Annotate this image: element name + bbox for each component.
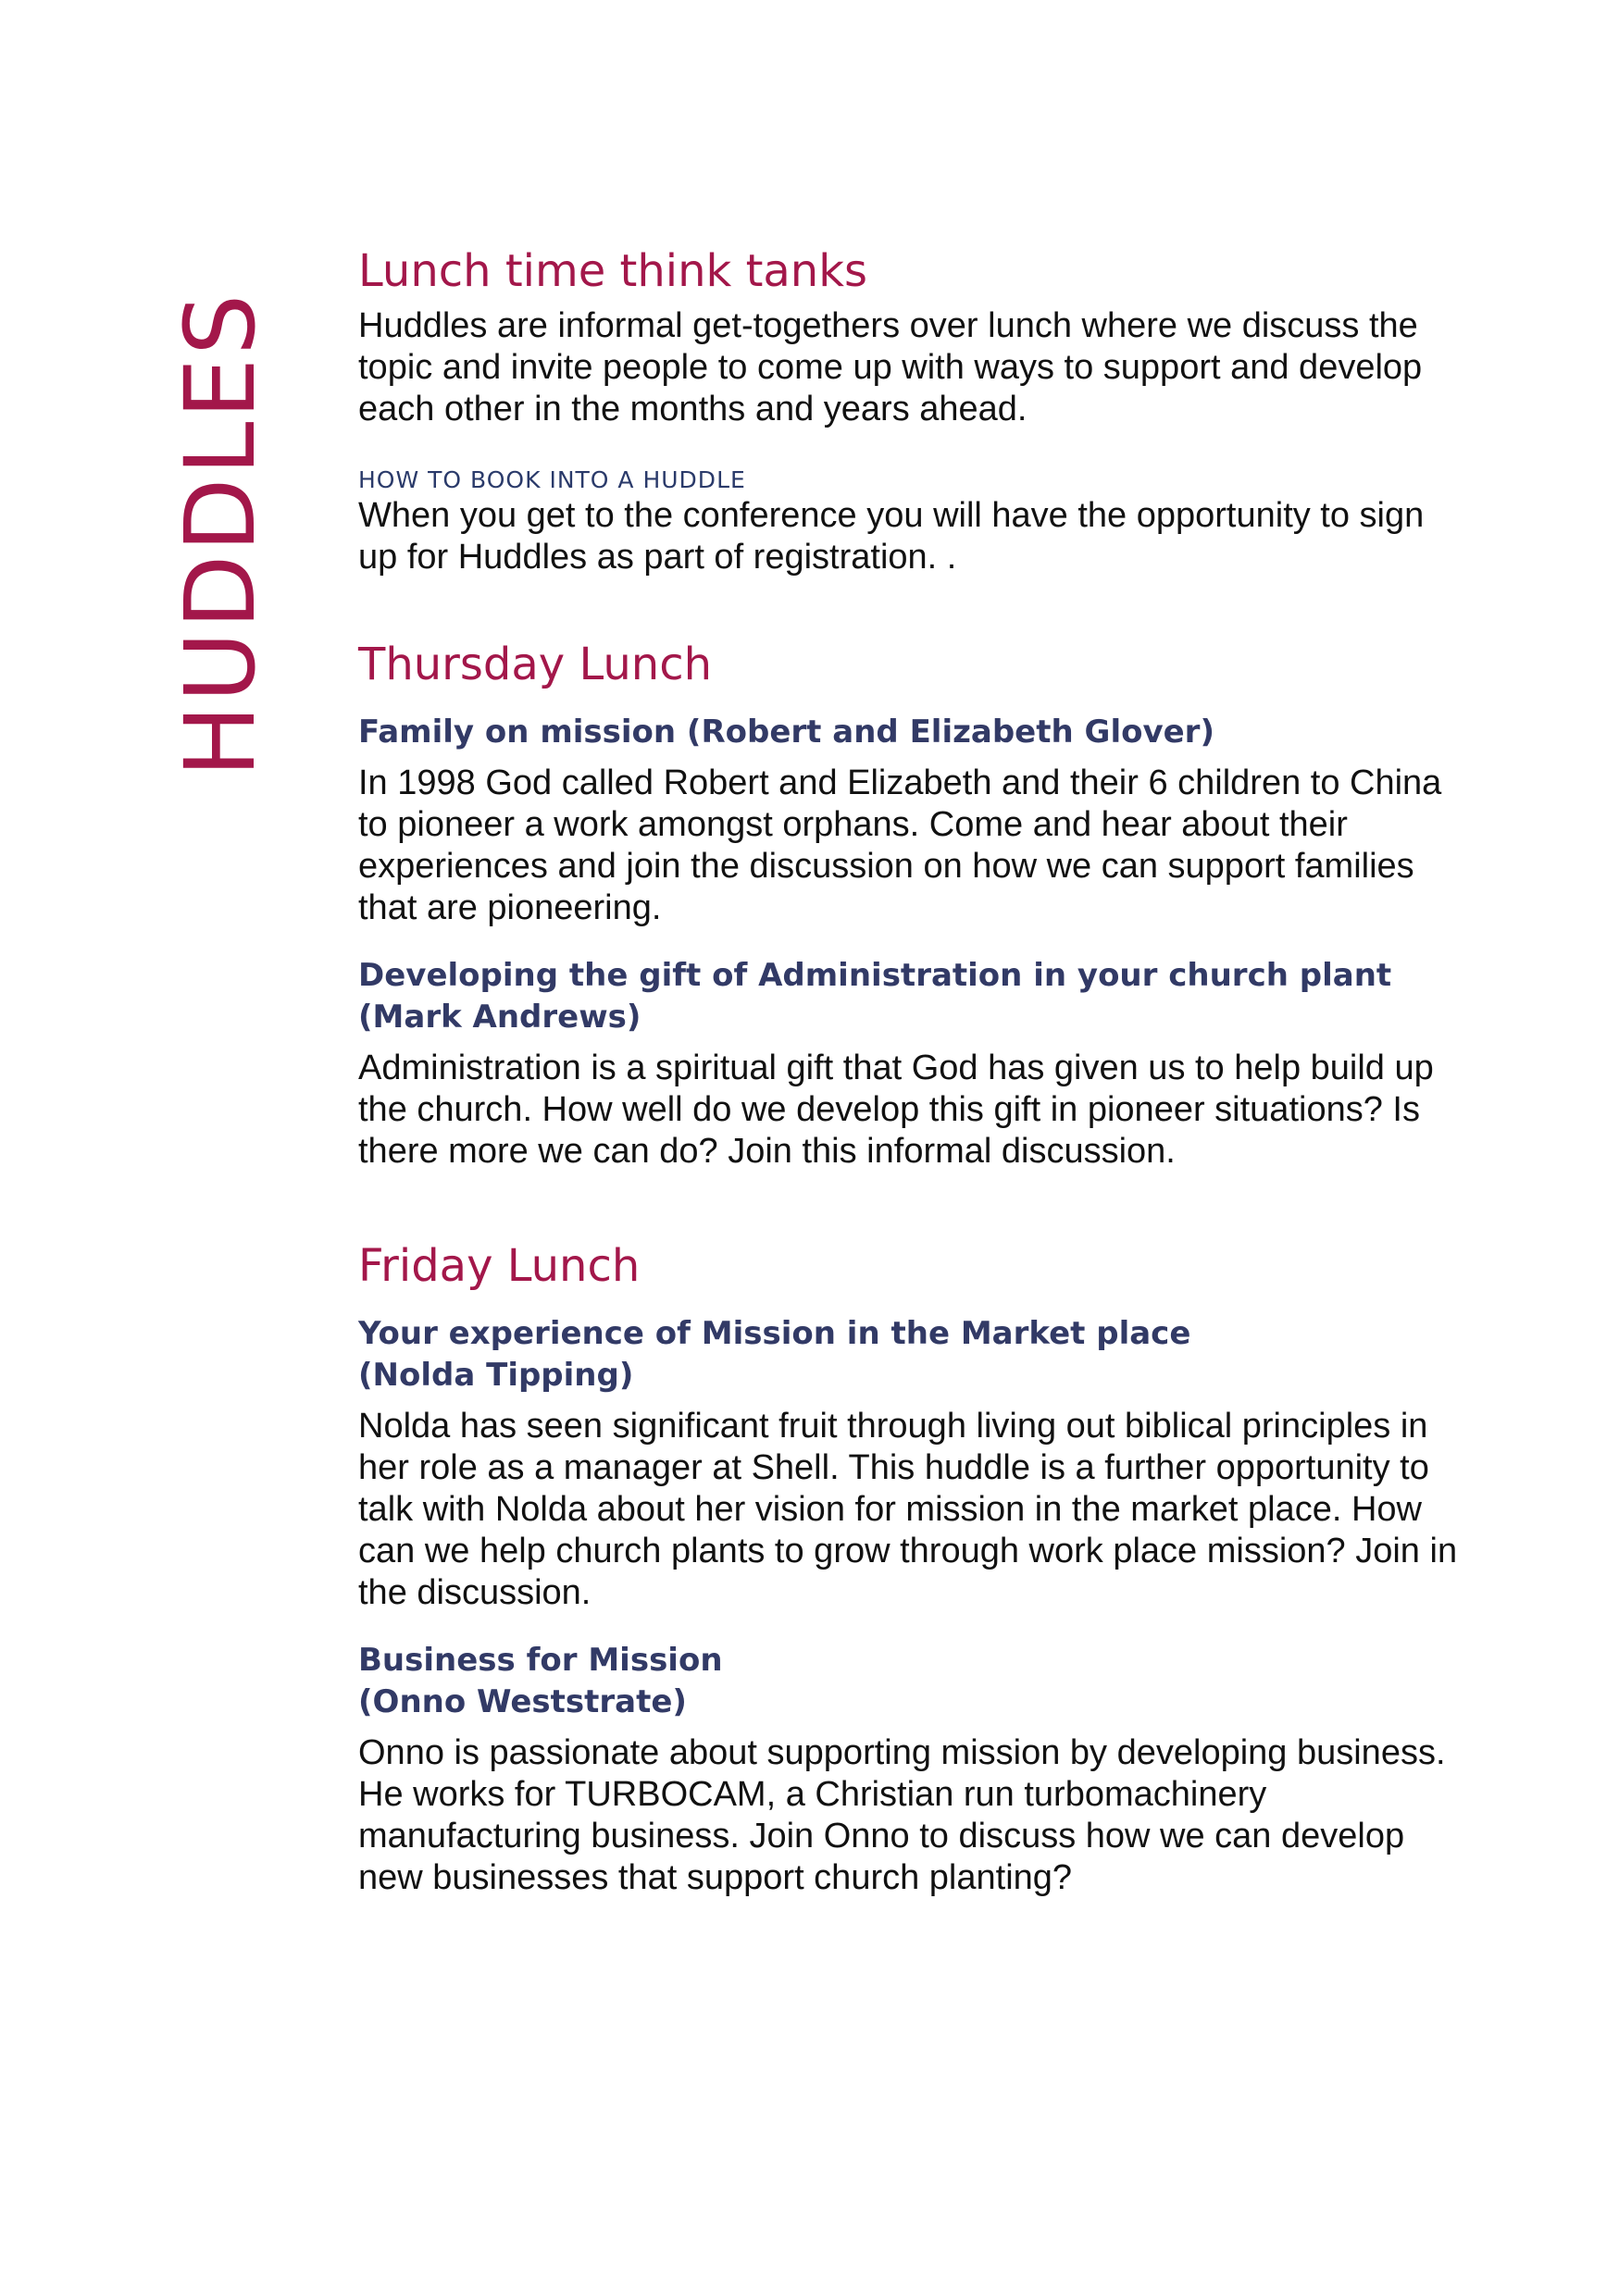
item-text: Onno is passionate about supporting mission by developing business. He works for TURBOCAM, a Christian run turbomachinery manufacturing business. Join Onno to discuss how we can develop new businesses that support church planting? — [358, 1733, 1446, 1897]
item-text: Nolda has seen significant fruit through living out biblical principles in her role as a manager at Shell. This huddle is a further opportunity to talk with Nolda about her vision for mission in the market place. How can we help church plants to grow through work place mission? Join in the discussion. — [358, 1407, 1458, 1612]
item-title-line-2: (Nolda Tipping) — [358, 1357, 634, 1394]
item-title-line-1: Your experience of Mission in the Market place — [358, 1315, 1191, 1352]
item-title: Developing the gift of Administration in your church plant (Mark Andrews) — [358, 957, 1392, 1036]
item-title-line-1: Business for Mission — [358, 1642, 723, 1679]
item-title: Family on mission (Robert and Elizabeth Glover) — [358, 714, 1214, 751]
intro-text: Huddles are informal get-togethers over lunch where we discuss the topic and invite people to come up with ways to support and develop each other in the months and years ahead. — [358, 306, 1423, 428]
intro-title: Lunch time think tanks — [358, 245, 868, 297]
content — [358, 242, 1469, 1899]
thursday-item-2 — [358, 955, 1469, 1173]
side-title: HUDDLES — [164, 291, 277, 777]
friday-item-2 — [358, 1640, 1469, 1899]
friday-title: Friday Lunch — [358, 1240, 641, 1292]
item-title — [358, 1640, 1469, 1723]
item-title — [358, 1313, 1469, 1396]
item-title-line-2: (Onno Weststrate) — [358, 1683, 687, 1720]
booking-text: When you get to the conference you will have the opportunity to sign up for Huddles as part of registration. . — [358, 496, 1425, 577]
thursday-title: Thursday Lunch — [358, 639, 713, 690]
item-text: Administration is a spiritual gift that God has given us to help build up the church. How well do we develop this gift in pioneer situations? Is there more we can do? Join this informal discussion. — [358, 1049, 1434, 1171]
thursday-item-1 — [358, 712, 1469, 929]
item-text: In 1998 God called Robert and Elizabeth and their 6 children to China to pioneer a work amongst orphans. Come and hear about their experiences and join the discussion on how we can support families that are pioneering. — [358, 763, 1442, 927]
friday-item-1 — [358, 1313, 1469, 1614]
booking-heading: HOW TO BOOK INTO A HUDDLE — [358, 466, 746, 493]
